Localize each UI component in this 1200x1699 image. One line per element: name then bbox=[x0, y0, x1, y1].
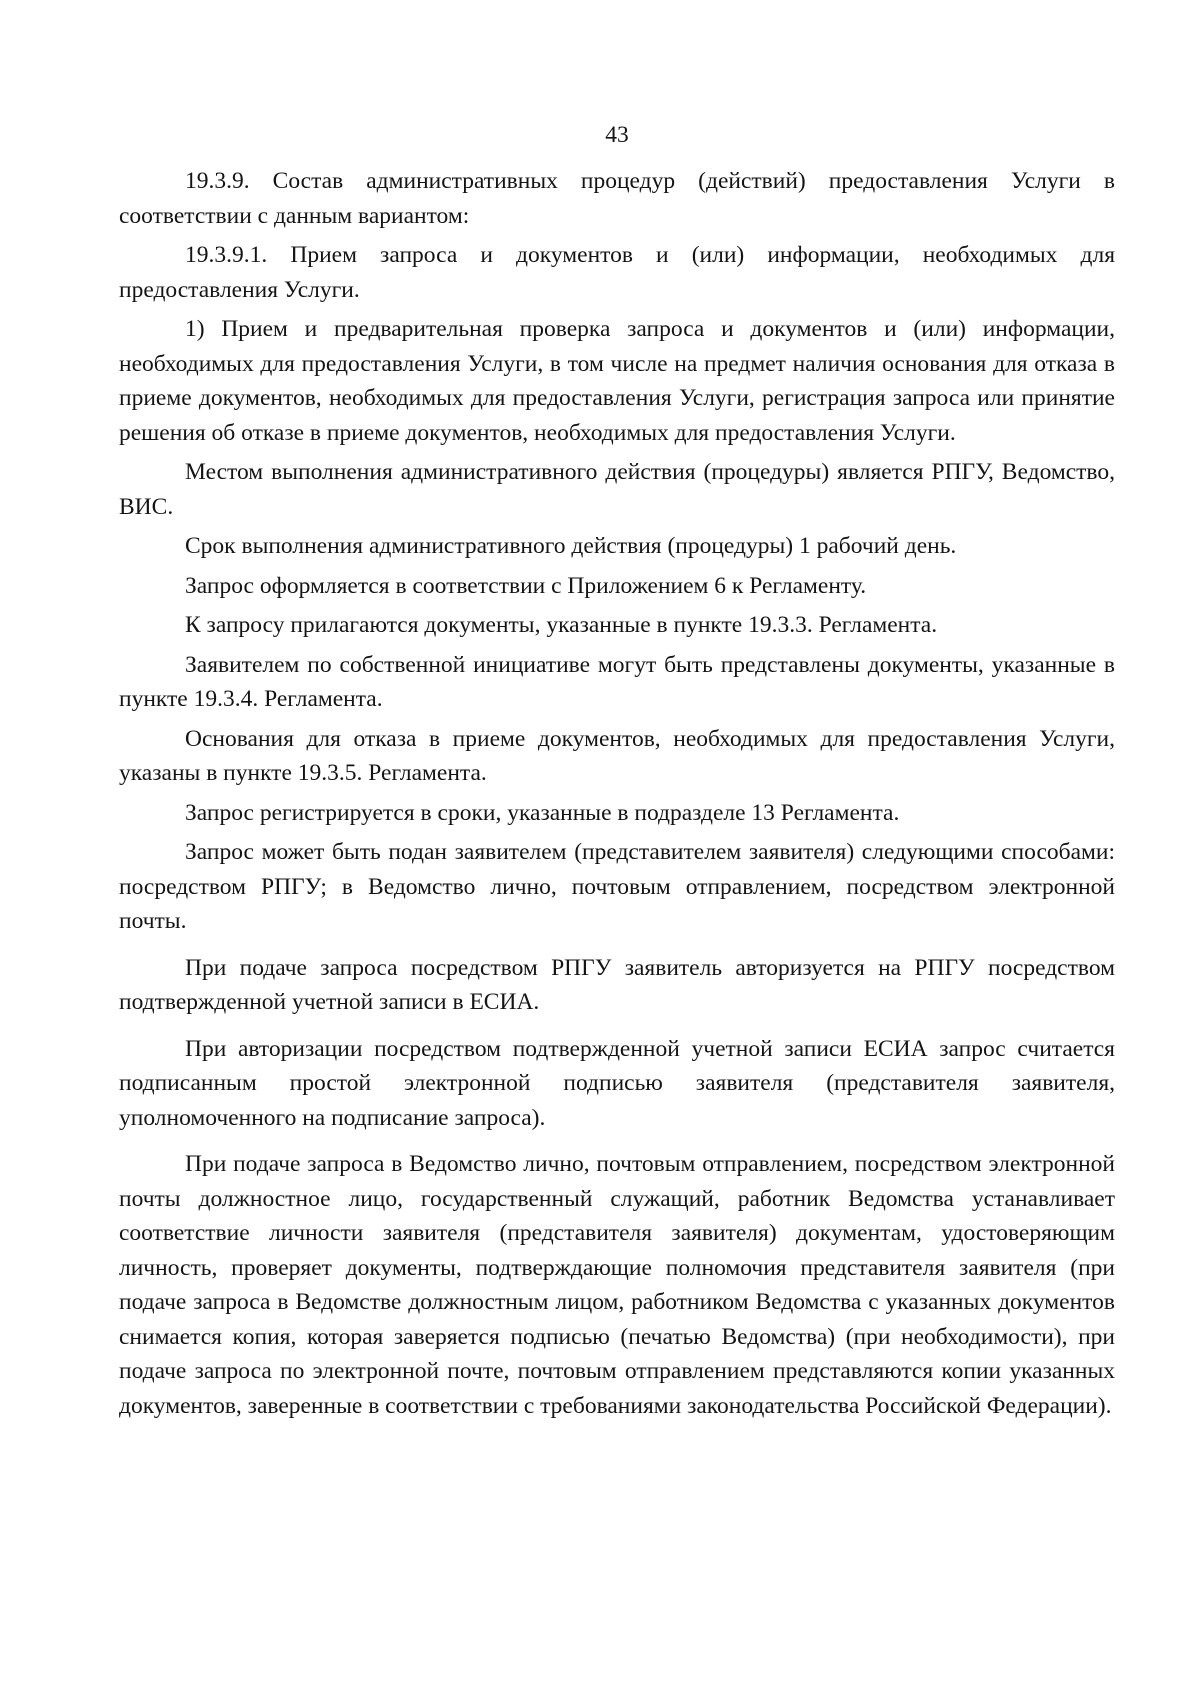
page-number: 43 bbox=[605, 122, 629, 148]
paragraph-19-3-9-1: 19.3.9.1. Прием запроса и документов и (или) информации, необходимых для предоставления Услуги. bbox=[119, 242, 1115, 303]
paragraph-registration: Запрос регистрируется в сроки, указанные в подразделе 13 Регламента. bbox=[185, 799, 900, 826]
paragraph-19-3-9: 19.3.9. Состав административных процедур (действий) предоставления Услуги в соответствии с данным вариантом: bbox=[119, 168, 1115, 229]
paragraph-in-person: При подаче запроса в Ведомство лично, почтовым отправлением, посредством электронной почты должностное лицо, государственный служащий, работник Ведомства устанавливает соответствие личности заявителя (представителя заявителя) документам, удостоверяющим личность, проверяет документы, подтверждающие полномочия представителя заявителя (при подаче запроса в Ведомстве должностным лицом, работником Ведомства с указанных документов снимается копия, которая заверяется подписью (печатью Ведомства) (при необходимости), при подаче запроса по электронной почте, почтовым отправлением представляются копии указанных документов, заверенные в соответствии с требованиями законодательства Российской Федерации). bbox=[119, 1151, 1115, 1419]
paragraph-own-initiative: Заявителем по собственной инициативе могут быть представлены документы, указанные в пункте 19.3.4. Регламента. bbox=[119, 651, 1115, 712]
paragraph-refusal-grounds: Основания для отказа в приеме документов, необходимых для предоставления Услуги, указаны в пункте 19.3.5. Регламента. bbox=[119, 725, 1115, 786]
paragraph-rpgu-auth: При подаче запроса посредством РПГУ заявитель авторизуется на РПГУ посредством подтвержденной учетной записи в ЕСИА. bbox=[119, 954, 1115, 1015]
paragraph-item-1: 1) Прием и предварительная проверка запроса и документов и (или) информации, необходимых для предоставления Услуги, в том числе на предмет наличия основания для отказа в приеме документов, необходимых для предоставления Услуги, регистрация запроса или принятие решения об отказе в приеме документов, необходимых для предоставления Услуги. bbox=[119, 316, 1115, 446]
paragraph-place: Местом выполнения административного действия (процедуры) является РПГУ, Ведомство, ВИС. bbox=[119, 459, 1115, 520]
paragraph-term: Срок выполнения административного действия (процедуры) 1 рабочий день. bbox=[185, 533, 957, 559]
paragraph-esia-signature: При авторизации посредством подтвержденной учетной записи ЕСИА запрос считается подписанным простой электронной подписью заявителя (представителя заявителя, уполномоченного на подписание запроса). bbox=[119, 1035, 1115, 1131]
paragraph-attached-docs: К запросу прилагаются документы, указанные в пункте 19.3.3. Регламента. bbox=[185, 612, 938, 638]
paragraph-submission-methods: Запрос может быть подан заявителем (представителем заявителя) следующими способами: посредством РПГУ; в Ведомство лично, почтовым отправлением, посредством электронной почты. bbox=[119, 839, 1115, 934]
paragraph-request-form: Запрос оформляется в соответствии с Приложением 6 к Регламенту. bbox=[185, 572, 867, 599]
